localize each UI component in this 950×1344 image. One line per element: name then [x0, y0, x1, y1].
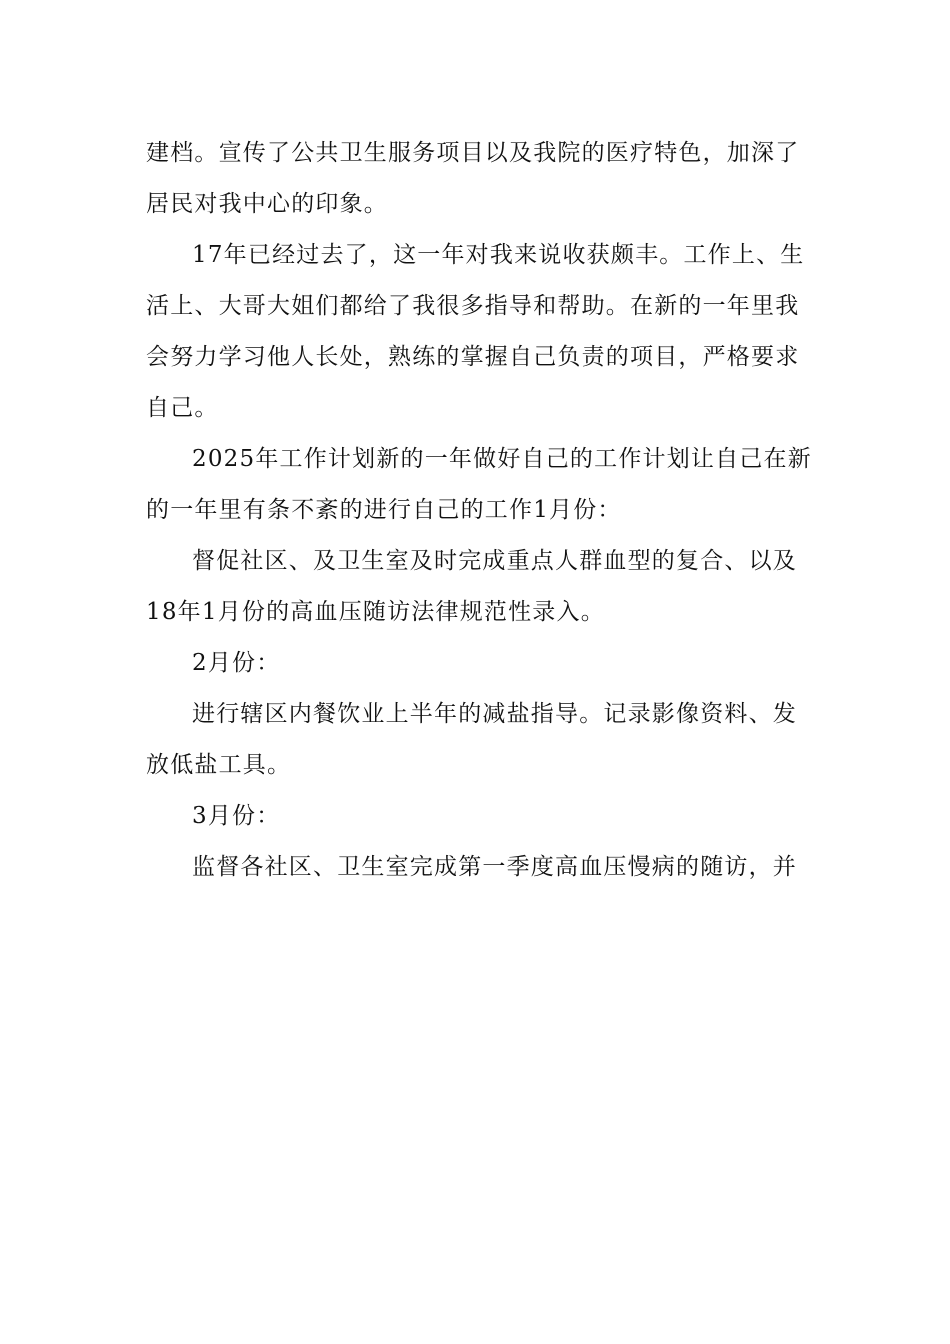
text-line: 居民对我中心的印象。: [146, 191, 388, 217]
text-line: 会努力学习他人长处，熟练的掌握自己负责的项目，严格要求: [146, 344, 800, 370]
text-line-first: 3月份：: [192, 803, 281, 829]
paragraph-4: [146, 536, 806, 638]
text-line: 18年1月份的高血压随访法律规范性录入。: [146, 599, 605, 625]
text-line-first: 进行辖区内餐饮业上半年的减盐指导。记录影像资料、发: [192, 701, 797, 727]
text-line: 放低盐工具。: [146, 752, 292, 778]
text-line: 活上、大哥大姐们都给了我很多指导和帮助。在新的一年里我: [146, 293, 800, 319]
paragraph-6: [146, 689, 806, 791]
paragraph-1: [146, 128, 806, 230]
text-line: 自己。: [146, 395, 219, 421]
paragraph-3: [146, 434, 812, 536]
text-line-first: 2月份：: [192, 650, 281, 676]
text-line: 的一年里有条不紊的进行自己的工作1月份：: [146, 497, 622, 523]
paragraph-8: [146, 842, 806, 893]
text-line-first: 17年已经过去了，这一年对我来说收获颇丰。工作上、生: [192, 242, 805, 268]
paragraph-2: [146, 230, 806, 434]
text-line-first: 监督各社区、卫生室完成第一季度高血压慢病的随访，并: [192, 854, 797, 880]
paragraph-7: [146, 791, 806, 842]
text-line: 建档。宣传了公共卫生服务项目以及我院的医疗特色，加深了: [146, 140, 800, 166]
text-line-first: 2025年工作计划新的一年做好自己的工作计划让自己在新: [192, 446, 812, 472]
text-line-first: 督促社区、及卫生室及时完成重点人群血型的复合、以及: [192, 548, 797, 574]
document-body: [146, 128, 812, 893]
paragraph-5: [146, 638, 806, 689]
